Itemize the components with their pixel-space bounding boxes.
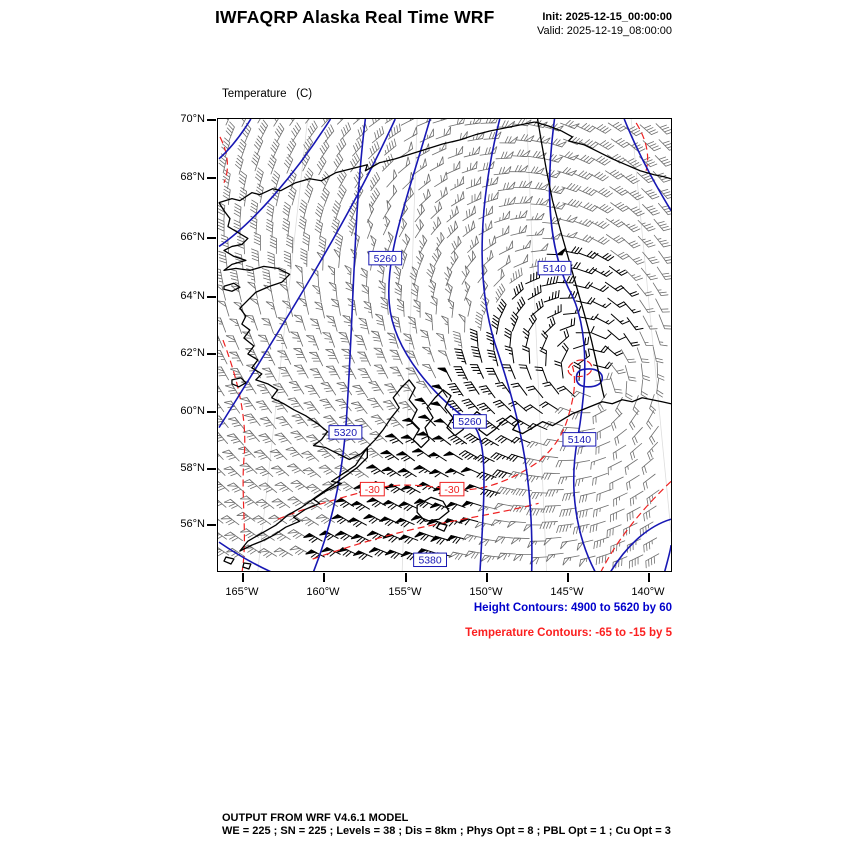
y-axis-tick <box>207 468 216 470</box>
valid-time: Valid: 2025-12-19_08:00:00 <box>537 25 672 37</box>
model-info-line1: OUTPUT FROM WRF V4.6.1 MODEL <box>222 812 409 824</box>
svg-text:-30: -30 <box>364 484 380 496</box>
x-axis-label: 145°W <box>550 586 584 598</box>
y-axis-tick <box>207 296 216 298</box>
svg-text:5320: 5320 <box>333 428 358 440</box>
wind-barbs <box>218 119 671 569</box>
run-time-block <box>537 10 672 38</box>
x-axis-label: 160°W <box>306 586 340 598</box>
y-axis-label: 58°N <box>180 462 205 474</box>
y-axis-label: 68°N <box>180 171 205 183</box>
x-axis-label: 165°W <box>225 586 259 598</box>
y-axis-tick <box>207 353 216 355</box>
caption-height-contours: Height Contours: 4900 to 5620 by 60 <box>473 602 672 614</box>
x-axis-tick <box>486 573 488 582</box>
svg-text:5140: 5140 <box>542 263 567 275</box>
y-axis-tick <box>207 524 216 526</box>
model-info-block <box>222 812 671 838</box>
x-axis-label: 155°W <box>388 586 422 598</box>
svg-text:5380: 5380 <box>418 555 442 567</box>
model-info-line2: WE = 225 ; SN = 225 ; Levels = 38 ; Dis = 8km ; Phys Opt = 8 ; PBL Opt = 1 ; Cu Opt = 3 <box>222 825 671 837</box>
y-axis-label: 60°N <box>180 405 205 417</box>
x-axis-tick <box>648 573 650 582</box>
y-axis-label: 64°N <box>180 290 205 302</box>
x-axis-tick <box>567 573 569 582</box>
svg-text:-30: -30 <box>444 484 460 496</box>
svg-text:5260: 5260 <box>458 417 482 429</box>
svg-text:5260: 5260 <box>373 253 397 265</box>
y-axis-label: 56°N <box>180 518 205 530</box>
y-axis-label: 70°N <box>180 113 205 125</box>
x-axis-label: 140°W <box>631 586 665 598</box>
init-time: Init: 2025-12-15_00:00:00 <box>542 11 672 23</box>
y-axis-tick <box>207 119 216 121</box>
weather-map-canvas <box>218 119 671 571</box>
y-axis-tick <box>207 237 216 239</box>
x-axis-label: 150°W <box>469 586 503 598</box>
legend-temperature: Temperature (C) <box>222 88 313 100</box>
y-axis-tick <box>207 411 216 413</box>
map-frame <box>217 118 672 572</box>
page-title: IWFAQRP Alaska Real Time WRF <box>215 7 495 27</box>
x-axis-tick <box>323 573 325 582</box>
y-axis-tick <box>207 177 216 179</box>
y-axis-label: 62°N <box>180 347 205 359</box>
y-axis-label: 66°N <box>180 231 205 243</box>
x-axis-tick <box>242 573 244 582</box>
caption-temperature-contours: Temperature Contours: -65 to -15 by 5 <box>465 627 672 639</box>
x-axis-tick <box>405 573 407 582</box>
svg-text:5140: 5140 <box>567 435 592 447</box>
